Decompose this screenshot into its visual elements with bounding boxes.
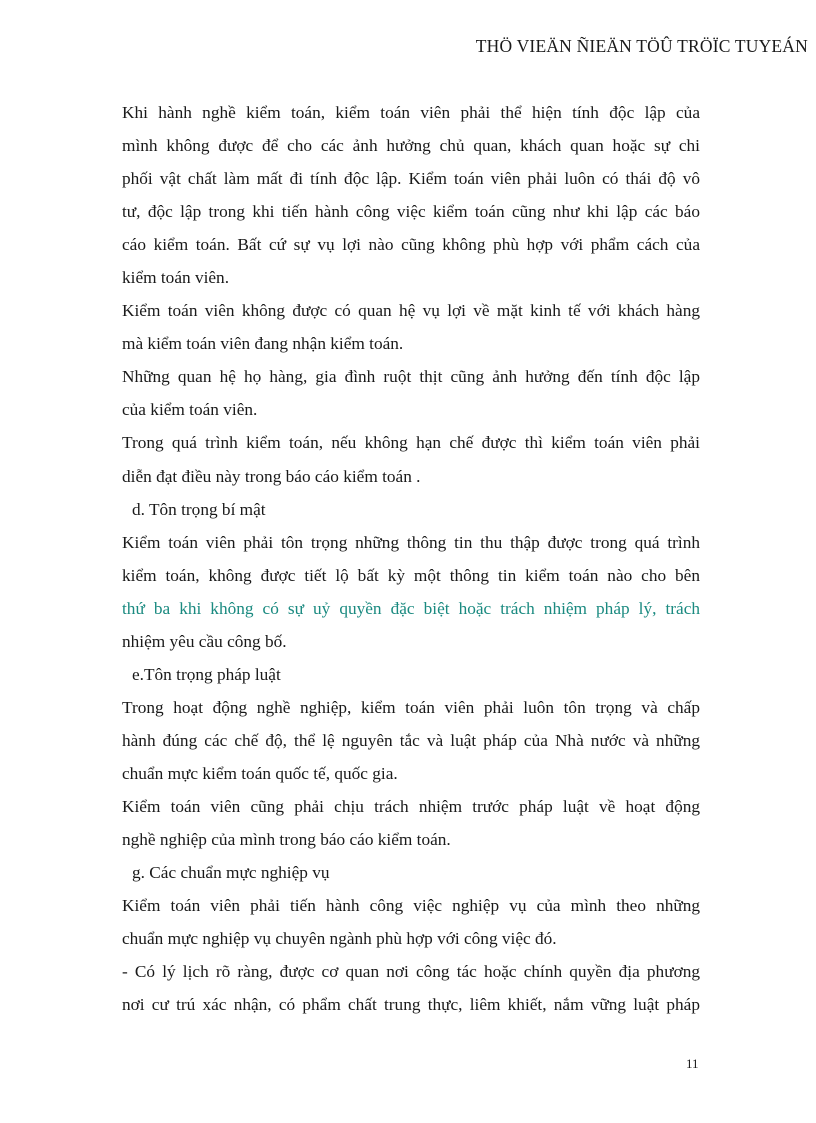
highlighted-text-line: thứ ba khi không có sự uỷ quyền đặc biệt hoặc trách nhiệm pháp lý, trách bbox=[122, 598, 700, 618]
page-number: 11 bbox=[686, 1056, 699, 1071]
section-heading-d: d. Tôn trọng bí mật bbox=[132, 499, 266, 519]
paragraph-confidentiality bbox=[122, 526, 700, 658]
text-line: chuẩn mực nghiệp vụ chuyên ngành phù hợp với công việc đó. bbox=[122, 929, 557, 949]
text-line: hành đúng các chế độ, thể lệ nguyên tắc và luật pháp của Nhà nước và những bbox=[122, 730, 700, 750]
text-line: Trong hoạt động nghề nghiệp, kiểm toán viên phải luôn tôn trọng và chấp bbox=[122, 697, 700, 717]
text-line: Kiểm toán viên cũng phải chịu trách nhiệm trước pháp luật về hoạt động bbox=[122, 796, 700, 816]
text-line: Những quan hệ họ hàng, gia đình ruột thịt cũng ảnh hưởng đến tính độc lập bbox=[122, 367, 700, 387]
text-line: Kiểm toán viên phải tiến hành công việc nghiệp vụ của mình theo những bbox=[122, 896, 700, 916]
page-header: THÖ VIEÄN ÑIEÄN TÖÛ TRÖÏC TUYEÁN bbox=[475, 36, 808, 56]
text-line: kiểm toán, không được tiết lộ bất kỳ một thông tin kiểm toán nào cho bên bbox=[122, 565, 700, 585]
section-heading-g: g. Các chuẩn mực nghiệp vụ bbox=[132, 863, 330, 883]
text-line: nhiệm yêu cầu công bố. bbox=[122, 631, 287, 651]
text-line: mà kiểm toán viên đang nhận kiểm toán. bbox=[122, 334, 404, 354]
text-line: mình không được để cho các ảnh hưởng chủ quan, khách quan hoặc sự chi bbox=[122, 136, 700, 156]
paragraph-professional-standards bbox=[122, 889, 700, 955]
text-line: cáo kiểm toán. Bất cứ sự vụ lợi nào cũng không phù hợp với phẩm cách của bbox=[122, 235, 700, 255]
paragraph-legal-responsibility bbox=[122, 790, 700, 856]
text-line: chuẩn mực kiểm toán quốc tế, quốc gia. bbox=[122, 763, 398, 783]
text-line: phối vật chất làm mất đi tính độc lập. Kiểm toán viên phải luôn có thái độ vô bbox=[122, 169, 700, 189]
text-line: nghề nghiệp của mình trong báo cáo kiểm toán. bbox=[122, 830, 451, 850]
paragraph-independence bbox=[122, 96, 700, 294]
text-line: nơi cư trú xác nhận, có phẩm chất trung thực, liêm khiết, nắm vững luật pháp bbox=[122, 995, 700, 1015]
text-line: Kiểm toán viên phải tôn trọng những thông tin thu thập được trong quá trình bbox=[122, 532, 700, 552]
paragraph-requirements bbox=[122, 955, 700, 1021]
text-line: tư, độc lập trong khi tiến hành công việc kiểm toán cũng như khi lập các báo bbox=[122, 202, 700, 222]
body-content bbox=[122, 96, 700, 1021]
text-line: Trong quá trình kiểm toán, nếu không hạn chế được thì kiểm toán viên phải bbox=[122, 433, 700, 453]
text-line: của kiểm toán viên. bbox=[122, 400, 258, 420]
paragraph-audit-process bbox=[122, 426, 700, 492]
paragraph-economic-relations bbox=[122, 294, 700, 360]
text-line: Khi hành nghề kiểm toán, kiểm toán viên phải thể hiện tính độc lập của bbox=[122, 103, 700, 122]
section-heading-e: e.Tôn trọng pháp luật bbox=[132, 664, 281, 684]
text-line: - Có lý lịch rõ ràng, được cơ quan nơi công tác hoặc chính quyền địa phương bbox=[122, 962, 700, 982]
paragraph-family-relations bbox=[122, 360, 700, 426]
text-line: kiểm toán viên. bbox=[122, 268, 230, 288]
paragraph-respect-law bbox=[122, 691, 700, 790]
text-line: Kiểm toán viên không được có quan hệ vụ lợi về mặt kinh tế với khách hàng bbox=[122, 301, 700, 321]
text-line: diễn đạt điều này trong báo cáo kiểm toán . bbox=[122, 466, 421, 486]
